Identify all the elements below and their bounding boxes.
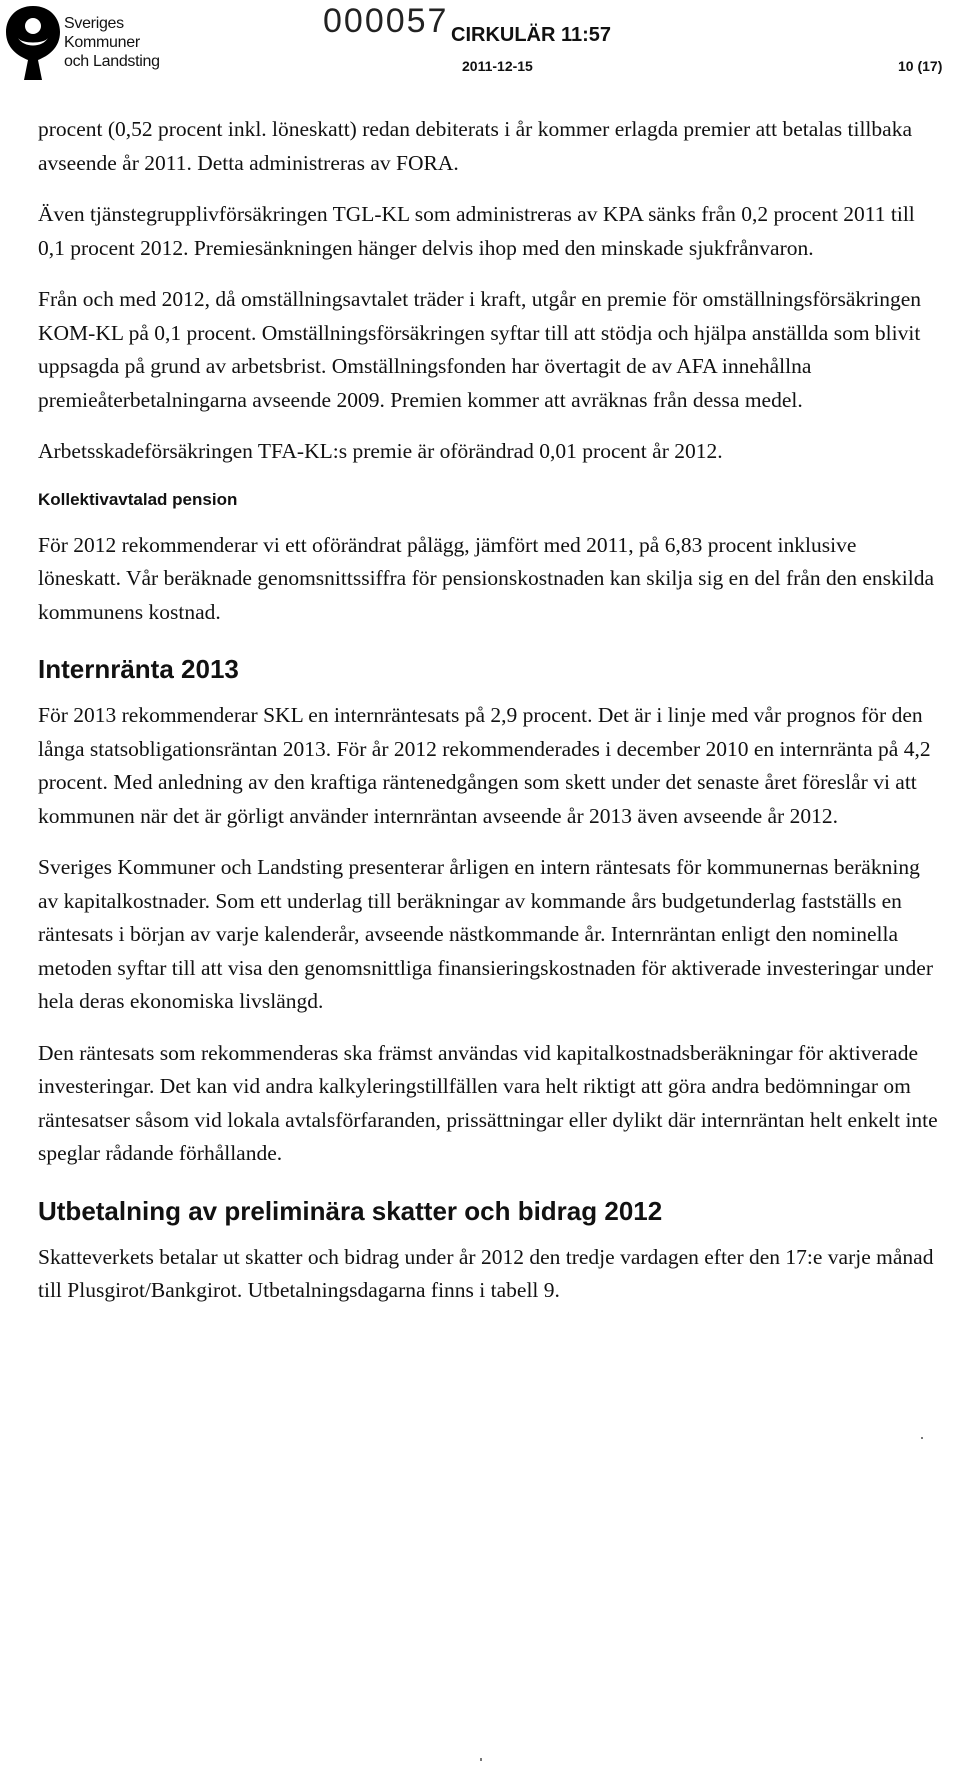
paragraph-utbetalning: Skatteverkets betalar ut skatter och bidrag under år 2012 den tredje vardagen efter den 17:e varje månad till Plusgirot/Bankgirot. Utbetalningsdagarna finns i tabell 9. xyxy=(38,1244,934,1302)
heading-internranta: Internränta 2013 xyxy=(38,654,239,684)
scan-speck xyxy=(480,1758,482,1761)
document-body xyxy=(38,113,938,1326)
paragraph-internranta-1: För 2013 rekommenderar SKL en internräntesats på 2,9 procent. Det är i linje med vår prognos för den långa statsobligationsräntan 2013. För år 2012 rekommenderades i december 2010 en internränta på 4,2 procent. Med anledning av den kraftiga räntenedgången som skett under det senaste året föreslår vi att kommunen när det är görligt använder internräntan avseende år 2013 även avseende år 2012. xyxy=(38,703,931,828)
paragraph-pension: För 2012 rekommenderar vi ett oförändrat pålägg, jämfört med 2011, på 6,83 procent inklusive löneskatt. Vår beräknade genomsnittssiffra för pensionskostnaden kan skilja sig en del från den enskilda kommunens kostnad. xyxy=(38,532,935,624)
paragraph-kom-kl: Från och med 2012, då omställningsavtalet träder i kraft, utgår en premie för omställningsförsäkringen KOM-KL på 0,1 procent. Omställningsförsäkringen syftar till att stödja och hjälpa anställda som blivit uppsagda på grund av arbetsbrist. Omställningsfonden har övertagit de av AFA innehållna premieåterbetalningarna avseende 2009. Premien kommer att avräknas från dessa medel. xyxy=(38,287,922,412)
circular-number: CIRKULÄR 11:57 xyxy=(451,24,612,46)
scan-speck xyxy=(921,1437,923,1439)
page-number: 10 (17) xyxy=(898,58,943,74)
paragraph-tgl-kl: Även tjänstegrupplivförsäkringen TGL-KL som administreras av KPA sänks från 0,2 procent 2011 till 0,1 procent 2012. Premiesänkningen hänger delvis ihop med den minskade sjukfrånvaron. xyxy=(38,202,915,260)
paragraph-internranta-3: Den räntesats som rekommenderas ska främst användas vid kapitalkostnadsberäkningar för aktiverade investeringar. Det kan vid andra kalkyleringstillfällen vara helt riktigt att göra andra bedömningar om räntesatser såsom vid lokala avtalsförfaranden, prissättningar eller dylikt där internräntan helt enkelt inte speglar rådande förhållande. xyxy=(38,1040,938,1165)
paragraph-tfa-kl: Arbetsskadeförsäkringen TFA-KL:s premie är oförändrad 0,01 procent år 2012. xyxy=(38,439,723,463)
organization-name xyxy=(64,14,160,71)
document-stamp-number: 000057 xyxy=(323,2,449,40)
org-line-3: och Landsting xyxy=(64,53,160,70)
heading-utbetalning: Utbetalning av preliminära skatter och bidrag 2012 xyxy=(38,1195,663,1226)
circular-date: 2011-12-15 xyxy=(462,58,533,74)
paragraph-fora: procent (0,52 procent inkl. löneskatt) redan debiterats i år kommer erlagda premier att betalas tillbaka avseende år 2011. Detta administreras av FORA. xyxy=(38,117,912,175)
page-header xyxy=(0,0,960,90)
org-line-2: Kommuner xyxy=(64,34,140,51)
heading-kollektivavtalad-pension: Kollektivavtalad pension xyxy=(38,489,238,509)
paragraph-internranta-2: Sveriges Kommuner och Landsting presenterar årligen en intern räntesats för kommunernas beräkning av kapitalkostnader. Som ett underlag till beräkningar av kommande års budgetunderlag fastställs en räntesats i början av varje kalenderår, avseende nästkommande år. Internräntan enligt den nominella metoden syftar till att visa den genomsnittliga finansieringskostnaden för aktiverade investeringar under hela deras ekonomiska livslängd. xyxy=(38,855,933,1013)
skl-logo-icon xyxy=(4,4,62,82)
org-line-1: Sveriges xyxy=(64,15,124,32)
